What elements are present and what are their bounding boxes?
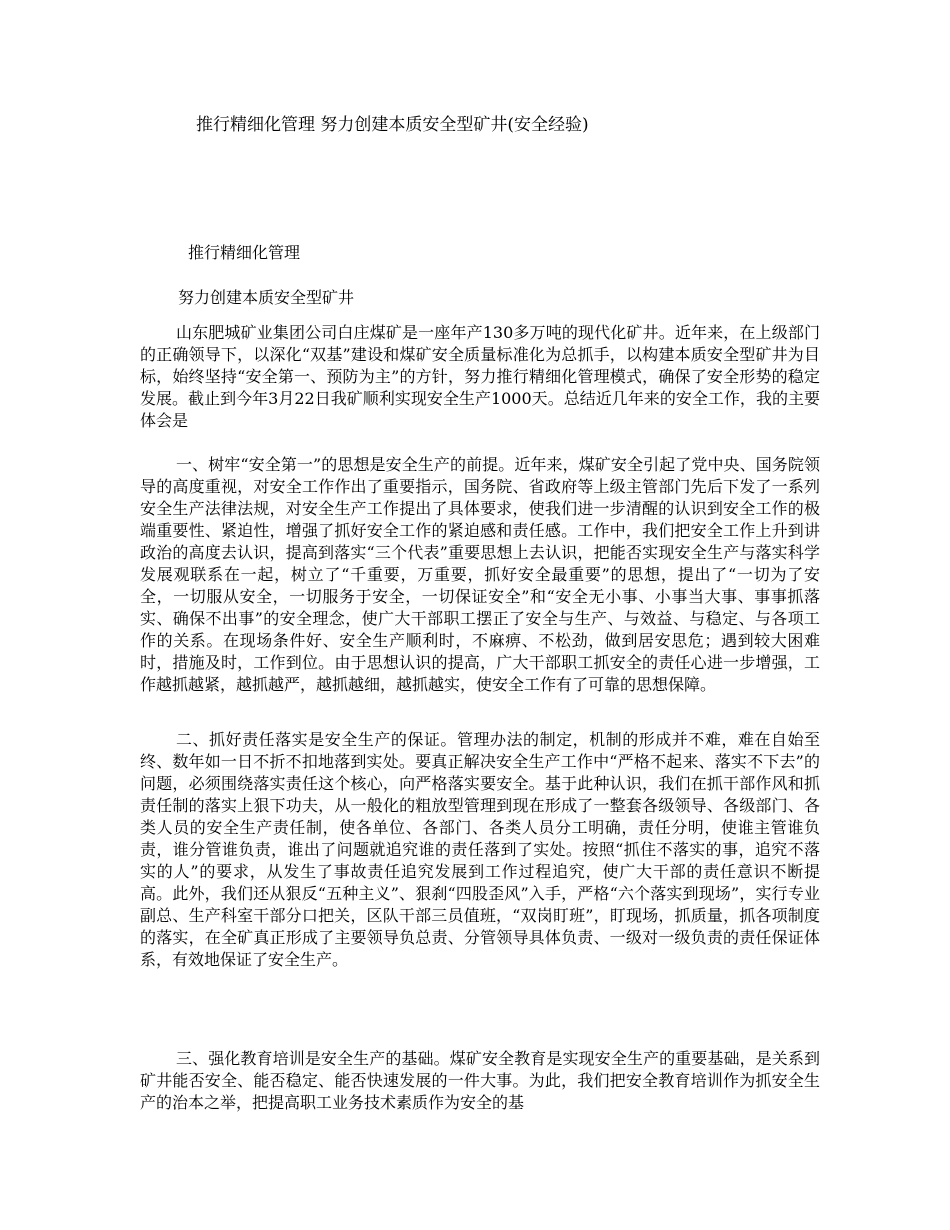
paragraph-section-three: 三、强化教育培训是安全生产的基础。煤矿安全教育是实现安全生产的重要基础，是关系到矿井能否安全、能否稳定、能否快速发展的一件大事。为此，我们把安全教育培训作为抓安全生产的治本之举，把提高职工业务技术素质作为安全的基 — [140, 1049, 820, 1112]
paragraph-section-two: 二、抓好责任落实是安全生产的保证。管理办法的制定，机制的形成并不难，难在自始至终、数年如一日不折不扣地落到实处。要真正解决安全生产工作中“严格不起来、落实不下去”的问题，必须围绕落实责任这个核心，向严格落实要安全。基于此种认识，我们在抓干部作风和抓责任制的落实上狠下功夫，从一般化的粗放型管理到现在形成了一整套各级领导、各级部门、各类人员的安全生产责任制，使各单位、各部门、各类人员分工明确，责任分明，使谁主管谁负责，谁分管谁负责，谁出了问题就追究谁的责任落到了实处。按照“抓住不落实的事，追究不落实的人”的要求，从发生了事故责任追究发展到工作过程追究，使广大干部的责任意识不断提高。此外，我们还从狠反“五种主义”、狠刹“四股歪风”入手，严格“六个落实到现场”，实行专业副总、生产科室干部分口把关，区队干部三员值班，“双岗盯班”，盯现场，抓质量，抓各项制度的落实，在全矿真正形成了主要领导负总责、分管领导具体负责、一级对一级负责的责任保证体系，有效地保证了安全生产。 — [140, 730, 820, 969]
document-title: 推行精细化管理 努力创建本质安全型矿井(安全经验) — [196, 115, 589, 135]
paragraph-section-one: 一、树牢“安全第一”的思想是安全生产的前提。近年来，煤矿安全引起了党中央、国务院领导的高度重视，对安全工作作出了重要指示，国务院、省政府等上级主管部门先后下发了一系列安全生产法律法规，对安全生产工作提出了具体要求，使我们进一步清醒的认识到安全工作的极端重要性、紧迫性，增强了抓好安全工作的紧迫感和责任感。工作中，我们把安全工作上升到讲政治的高度去认识，提高到落实“三个代表”重要思想上去认识，把能否实现安全生产与落实科学发展观联系在一起，树立了“千重要，万重要，抓好安全最重要”的思想，提出了“一切为了安全，一切服从安全，一切服务于安全，一切保证安全”和“安全无小事、小事当大事、事事抓落实、确保不出事”的安全理念，使广大干部职工摆正了安全与生产、与效益、与稳定、与各项工作的关系。在现场条件好、安全生产顺利时，不麻痹、不松劲，做到居安思危；遇到较大困难时，措施及时，工作到位。由于思想认识的提高，广大干部职工抓安全的责任心进一步增强，工作越抓越紧，越抓越严，越抓越细，越抓越实，使安全工作有了可靠的思想保障。 — [140, 455, 820, 694]
subheading-safe-mine: 努力创建本质安全型矿井 — [178, 288, 355, 307]
paragraph-intro: 山东肥城矿业集团公司白庄煤矿是一座年产130多万吨的现代化矿井。近年来，在上级部门的正确领导下，以深化“双基”建设和煤矿安全质量标准化为总抓手，以构建本质安全型矿井为目标，始终坚持“安全第一、预防为主”的方针，努力推行精细化管理模式，确保了安全形势的稳定发展。截止到今年3月22日我矿顺利实现安全生产1000天。总结近几年来的安全工作，我的主要体会是 — [140, 323, 820, 430]
subheading-management: 推行精细化管理 — [188, 243, 301, 262]
